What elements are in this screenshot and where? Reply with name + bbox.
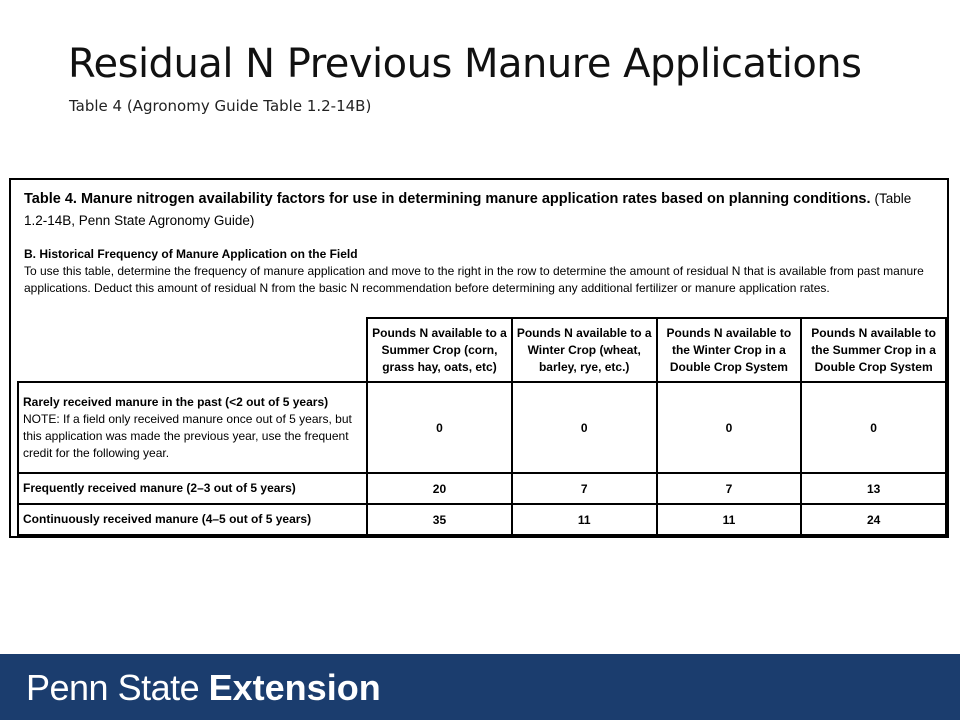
table-row: [18, 382, 946, 473]
section-title: B. Historical Frequency of Manure Application on the Field: [24, 247, 358, 261]
table-cell: 35: [367, 504, 512, 535]
table-cell: 11: [657, 504, 802, 535]
table-header-row: [18, 318, 946, 382]
column-header-double-winter: Pounds N available to the Winter Crop in a Double Crop System: [657, 318, 802, 382]
row-label-continuously: Continuously received manure (4–5 out of 5 years): [18, 504, 367, 535]
row-label-frequently: Frequently received manure (2–3 out of 5 years): [18, 473, 367, 504]
caption-source: (Table 1.2-14B, Penn State Agronomy Guide): [24, 191, 912, 228]
brand-regular: Penn State: [26, 667, 209, 708]
column-header-double-summer: Pounds N available to the Summer Crop in a Double Crop System: [801, 318, 946, 382]
penn-state-extension-logo: [26, 668, 381, 708]
nitrogen-factors-table: [17, 317, 947, 536]
table-cell: 0: [801, 382, 946, 473]
table-caption: [24, 188, 929, 232]
table-figure: [9, 178, 949, 538]
table-cell: 11: [512, 504, 657, 535]
table-cell: 24: [801, 504, 946, 535]
brand-bold: Extension: [208, 667, 381, 708]
table-cell: 7: [512, 473, 657, 504]
row-label-rarely: [18, 382, 367, 473]
slide-title: Residual N Previous Manure Applications: [68, 41, 862, 87]
column-header-summer-crop: Pounds N available to a Summer Crop (corn, grass hay, oats, etc): [367, 318, 512, 382]
row-label-text: Rarely received manure in the past (<2 out of 5 years): [23, 394, 329, 409]
footer-bar: [0, 654, 960, 720]
table-cell: 0: [657, 382, 802, 473]
table-cell: 0: [512, 382, 657, 473]
column-header-winter-crop: Pounds N available to a Winter Crop (wheat, barley, rye, etc.): [512, 318, 657, 382]
table-cell: 0: [367, 382, 512, 473]
header-corner: [18, 318, 367, 382]
intro-text: To use this table, determine the frequency of manure application and move to the right in the row to determine the amount of residual N that is available from past manure applications. Deduct this amount of residual N from the basic N recommendation before determining any additional fertilizer or manure application rates.: [24, 264, 924, 295]
table-row: [18, 473, 946, 504]
table-cell: 7: [657, 473, 802, 504]
table-cell: 20: [367, 473, 512, 504]
row-note: NOTE: If a field only received manure once out of 5 years, but this application was made the previous year, use the frequent credit for the following year.: [23, 411, 352, 460]
slide-subtitle: Table 4 (Agronomy Guide Table 1.2-14B): [69, 97, 372, 115]
caption-title: Table 4. Manure nitrogen availability factors for use in determining manure application rates based on planning conditions.: [24, 191, 871, 207]
table-row: [18, 504, 946, 535]
table-cell: 13: [801, 473, 946, 504]
